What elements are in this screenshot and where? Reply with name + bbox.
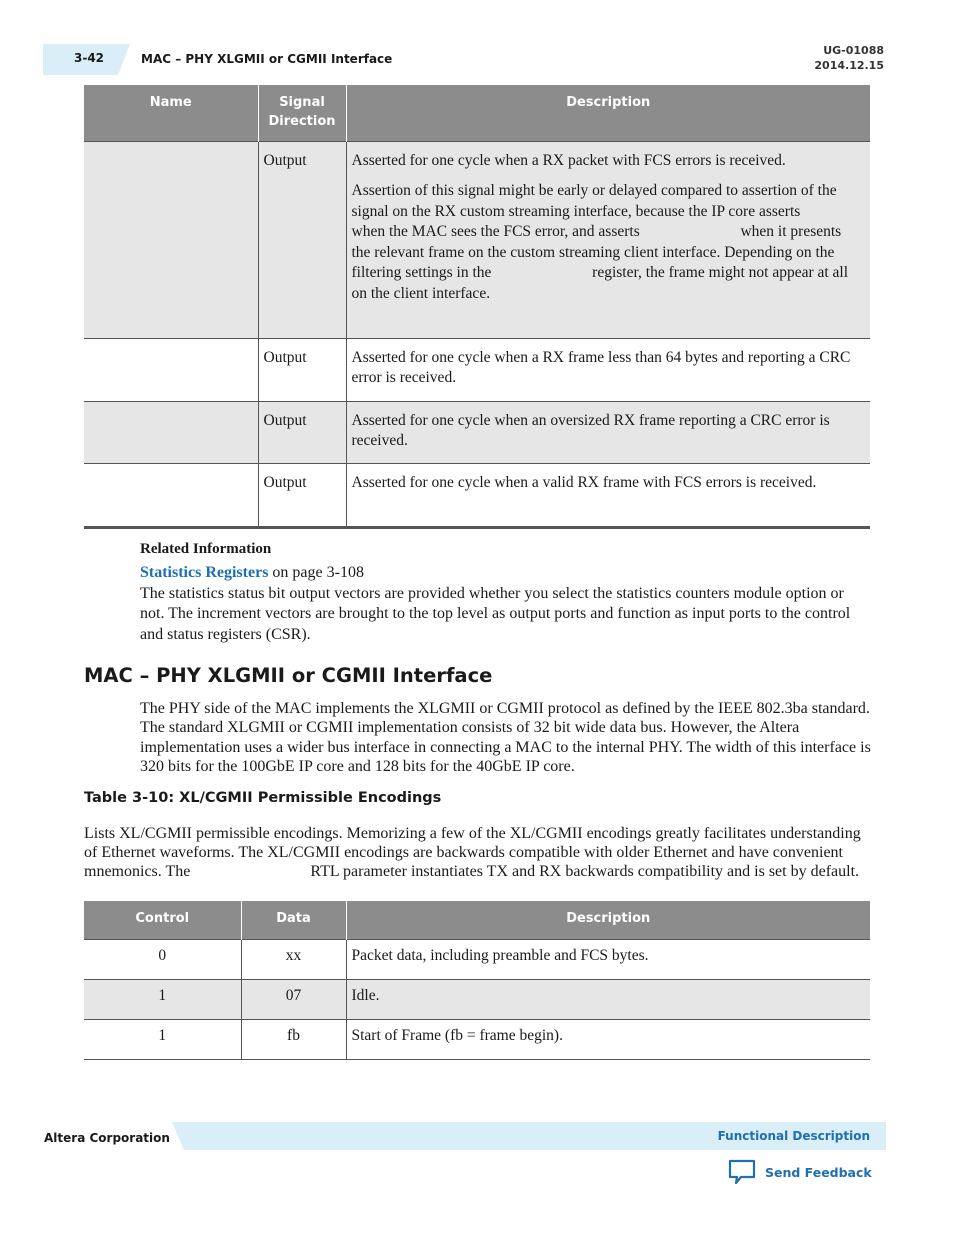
description-para: Asserted for one cycle when a RX packet with FCS errors is received. [351, 151, 786, 169]
signal-description: Asserted for one cycle when an oversized RX frame reporting a CRC error is received. [346, 401, 870, 463]
link-page-ref: on page 3-108 [268, 564, 364, 581]
signal-description [346, 141, 938, 338]
table-intro: Lists XL/CGMII permissible encodings. Memorizing a few of the XL/CGMII encodings greatly facilitates understanding of Ethernet waveforms. The XL/CGMII encodings are backwards compatible with older Ethernet and have convenient mnemonics. The RTL parameter instantiates TX and RX backwards compatibility and is set by default. [84, 825, 865, 880]
related-link-line [140, 563, 860, 584]
signal-direction: Output [258, 338, 346, 401]
header-description: Description [346, 901, 870, 939]
data-cell: 07 [241, 979, 346, 1019]
table-row [84, 338, 870, 401]
table-caption: Table 3-10: XL/CGMII Permissible Encodings [84, 790, 442, 806]
footer-section-link[interactable]: Functional Description [717, 1129, 870, 1143]
description-cell: Start of Frame (fb = frame begin). [346, 1019, 870, 1059]
doc-id: UG-01088 [823, 44, 884, 57]
table-row [84, 463, 870, 527]
signal-direction: Output [258, 401, 346, 463]
encodings-table-header [84, 901, 870, 939]
speech-bubble-icon [727, 1158, 757, 1186]
section-heading: MAC – PHY XLGMII or CGMII Interface [84, 664, 493, 687]
statistics-registers-link[interactable]: Statistics Registers [140, 564, 269, 581]
data-cell: xx [241, 939, 346, 979]
doc-date: 2014.12.15 [814, 59, 884, 72]
signal-name [84, 338, 258, 401]
section-paragraph: The PHY side of the MAC implements the XLGMII or CGMII protocol as defined by the IEEE 802.3ba standard. The standard XLGMII or CGMII implementation consists of 32 bit wide data bus. However, the Altera implementation uses a wider bus interface in connecting a MAC to the internal PHY. The width of this interface is 320 bits for the 100GbE IP core and 128 bits for the 40GbE IP core. [140, 700, 871, 775]
send-feedback-label: Send Feedback [765, 1164, 872, 1180]
header-data: Data [241, 901, 346, 939]
table-row [84, 401, 870, 463]
description-cell: Packet data, including preamble and FCS bytes. [346, 939, 870, 979]
control-cell: 1 [84, 1019, 241, 1059]
signal-direction: Output [258, 141, 346, 338]
send-feedback-button[interactable] [727, 1158, 872, 1186]
description-para: Assertion of this signal might be early or delayed compared to assertion of the signal on the RX custom streaming interface, because the IP core asserts when the MAC sees the FCS error, and asserts when it presents the relevant frame on the custom streaming client interface. Depending on the filtering settings in the register, the frame might not appear at all on the client interface. [351, 182, 938, 302]
footer-company: Altera Corporation [44, 1131, 170, 1145]
description-cell: Idle. [346, 979, 870, 1019]
header-control: Control [84, 901, 241, 939]
signal-table [84, 85, 938, 529]
data-cell: fb [241, 1019, 346, 1059]
header-description: Description [346, 85, 870, 141]
signal-name [84, 401, 258, 463]
signal-description: Asserted for one cycle when a valid RX frame with FCS errors is received. [346, 463, 870, 527]
header-signal-direction: Signal Direction [258, 85, 346, 141]
page-number: 3-42 [74, 51, 105, 65]
table-row [84, 141, 870, 338]
signal-name [84, 463, 258, 527]
running-title: MAC – PHY XLGMII or CGMII Interface [141, 52, 393, 66]
signal-name [84, 141, 258, 338]
signal-table-header [84, 85, 870, 141]
signal-direction: Output [258, 463, 346, 527]
control-cell: 1 [84, 979, 241, 1019]
table-row [84, 1019, 870, 1059]
table-row [84, 939, 870, 979]
header-name: Name [84, 85, 258, 141]
related-info-title: Related Information [140, 541, 272, 557]
encodings-table [84, 901, 870, 1060]
table-row [84, 979, 870, 1019]
related-info-body [140, 563, 860, 645]
control-cell: 0 [84, 939, 241, 979]
related-paragraph: The statistics status bit output vectors are provided whether you select the statistics counters module option or not. The increment vectors are brought to the top level as output ports and function as input ports to the control and status registers (CSR). [140, 584, 851, 643]
signal-description: Asserted for one cycle when a RX frame less than 64 bytes and reporting a CRC error is received. [346, 338, 870, 401]
doc-id-block [814, 43, 884, 73]
